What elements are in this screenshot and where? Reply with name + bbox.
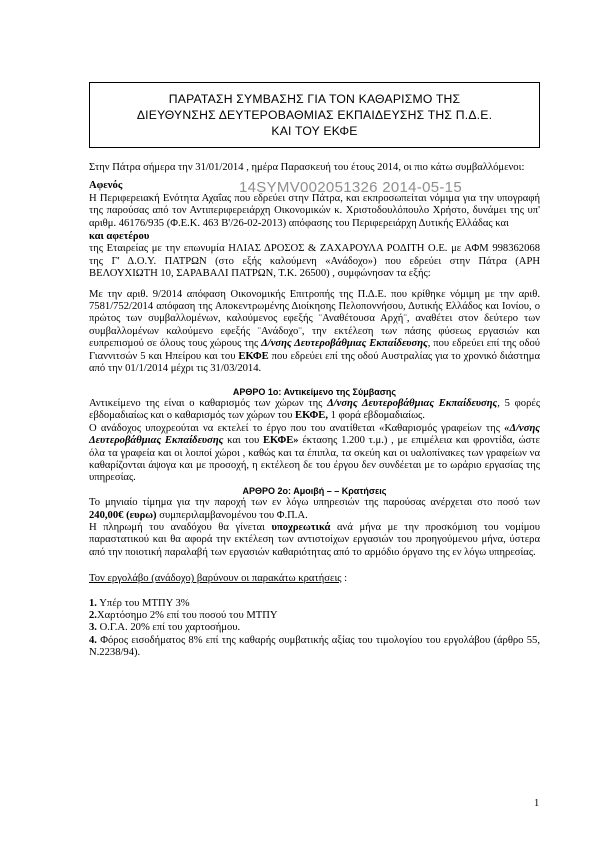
- article1-text-i: ΕΚΦΕ»: [262, 435, 299, 447]
- title-line-2: ΔΙΕΥΘΥΝΣΗΣ ΔΕΥΤΕΡΟΒΑΘΜΙΑΣ ΕΚΠΑΙΔΕΥΣΗΣ ΤΗΣ Π.Δ.Ε.: [136, 108, 493, 122]
- article2-amount: 240,00€ (ευρω): [89, 509, 157, 521]
- deduction-num: 4.: [89, 634, 97, 646]
- registration-watermark: 14SYMV002051326 2014-05-15: [239, 179, 462, 196]
- party2-label: και αφετέρου: [89, 231, 150, 243]
- main-text-a: Με την αριθ. 9/2014 απόφαση Οικονομικής Επιτροπής της Π.Δ.Ε. που κρίθηκε νόμιμη με την αριθ. 7581/752/2014 απόφαση της Αποκεντρωμένης Διοίκησης Πελοποννήσου, Δυτικής Ελλάδος και Ιονίου, ο πρώτος των συμβαλλομένων, καλούμενος εφεξής ¨Αναθέτουσα Αρχή¨, αναθέτει στον δεύτερο των συμβαλλομένων καλούμενο εφεξής ¨Ανάδοχο¨, την εκτέλεση των πάσης φύσεως εργασιών και ευπρεπισμού σε όλους τους χώρους της: [89, 288, 540, 350]
- article1-text-a: Αντικείμενο της είναι ο καθαρισμός των χώρων της: [89, 397, 323, 409]
- deduction-item: [89, 622, 540, 634]
- main-text-c: , που εδρεύει επί της οδού Γιαννιτσών 5 και Ηπείρου και του: [89, 338, 540, 362]
- article1-heading: ΑΡΘΡΟ 1ο: Αντικείμενο της Σύμβασης: [232, 386, 397, 397]
- article1-text-directorate: Δ/νσης Δευτεροβάθμιας Εκπαίδευσης: [327, 397, 498, 409]
- article1-text-g: «Δ/νσης Δευτεροβάθμιας Εκπαίδευσης: [89, 422, 540, 447]
- intro-date: 31/01/2014: [195, 162, 244, 173]
- deduction-item: [89, 598, 540, 610]
- article1-text-ekfe: ΕΚΦΕ,: [295, 410, 328, 422]
- article2-mandatory: υποχρεωτικά: [271, 521, 331, 533]
- article2-text-d: Η πληρωμή του αναδόχου θα γίνεται: [89, 521, 265, 533]
- deduction-text: Φόρος εισοδήματος 8% επί της καθαρής συμβατικής αξίας του τιμολογίου του εργολάβου (άρθρο 55, Ν.2238/94).: [89, 634, 540, 659]
- article2-heading: ΑΡΘΡΟ 2ο: Αμοιβή – – Κρατήσεις: [242, 485, 387, 496]
- document-body: [89, 162, 540, 660]
- article1-text-e: 1 φορά εβδομαδιαίως.: [330, 410, 425, 422]
- article2-text-a: Το μηνιαίο τίμημα για την παροχή των εν λόγω υπηρεσιών της παρούσας ανέρχεται στο ποσό των: [89, 497, 540, 509]
- deduction-text: Υπέρ του ΜΤΠΥ 3%: [99, 597, 190, 609]
- title-line-3: ΚΑΙ ΤΟΥ ΕΚΦΕ: [271, 124, 358, 138]
- title-line-1: ΠΑΡΑΤΑΣΗ ΣΥΜΒΑΣΗΣ ΓΙΑ ΤΟΝ ΚΑΘΑΡΙΣΜΟ ΤΗΣ: [168, 92, 461, 106]
- article2-para2: [89, 522, 540, 559]
- deductions-intro: [89, 573, 540, 585]
- article2-para1: [89, 497, 540, 522]
- page-number: 1: [534, 798, 540, 809]
- deduction-num: 3.: [89, 622, 97, 634]
- main-paragraph: [89, 289, 540, 376]
- article1-text-c: , 5 φορές εβδομαδιαίως και ο καθαρισμός των χώρων του: [89, 397, 541, 422]
- title-box: [89, 82, 540, 148]
- article1-text-h: και του: [227, 435, 260, 447]
- deductions-colon: :: [341, 573, 348, 585]
- deductions-intro-text: Τον εργολάβο (ανάδοχο) βαρύνουν οι παρακάτω κρατήσεις: [89, 573, 342, 585]
- party2-text: της Εταιρείας με την επωνυμία ΗΛΙΑΣ ΔΡΟΣΟΣ & ΖΑΧΑΡΟΥΛΑ ΡΟΔΙΤΗ Ο.Ε. με ΑΦΜ 998362068 της Γ' Δ.Ο.Υ. ΠΑΤΡΩΝ (στο εξής καλούμενη «Ανάδοχο») που εδρεύει στην Πάτρα (ΑΡΗ ΒΕΛΟΥΧΙΩΤΗ 10, ΣΑΡΑΒΑΛΙ ΠΑΤΡΩΝ, Τ.Κ. 26500) , συμφώνησαν τα εξής:: [89, 243, 540, 280]
- deduction-num: 2.: [89, 610, 97, 621]
- deduction-item: [89, 610, 540, 622]
- party1-label: Αφενός: [89, 180, 123, 192]
- article1-para2: [89, 423, 540, 485]
- article2-text-f: ανά μήνα με την προσκόμιση του νομίμου παραστατικού και θα αφορά την εκτέλεση των αντιστοίχων εργασιών του προηγούμενου μήνα, ύστερα από την ποιοτική παραλαβή των εργασιών καθαριότητας από το αρμόδιο όργανο της εν λόγω υπηρεσίας.: [89, 521, 540, 558]
- main-text-directorate: Δ/νσης Δευτεροβάθμιας Εκπαίδευσης: [261, 338, 428, 350]
- main-text-e: που εδρεύει επί της οδού Αυστραλίας για το χρονικό διάστημα από την 01/1/2014 μέχρι τις 31/03/2014.: [89, 350, 541, 375]
- party1-text: Η Περιφερειακή Ενότητα Αχαΐας που εδρεύει στην Πάτρα, και εκπροσωπείται νόμιμα για την υπογραφή της παρούσας από τον Αντιπεριφερειάρχη Οικονομικών κ. Χριστοδουλόπουλο Χρήστο, δυνάμει της υπ' αριθμ. 46176/935 (Φ.Ε.Κ. 463 Β'/26-02-2013) απόφασης του Περιφερειάρχη Δυτικής Ελλάδας και: [89, 192, 540, 229]
- deduction-text: Ο.Γ.Α. 20% επί του χαρτοσήμου.: [99, 622, 241, 634]
- article1-para1: [89, 398, 540, 423]
- intro-paragraph: [89, 162, 540, 174]
- deduction-item: [89, 635, 540, 660]
- deduction-text: Χαρτόσημο 2% επί του ποσού του ΜΤΠΥ: [96, 610, 278, 621]
- article1-text-f: Ο ανάδοχος υποχρεούται να εκτελεί το έργο που του ανατίθεται «Καθαρισμός γραφείων της: [89, 422, 500, 434]
- article2-text-c: συμπεριλαμβανομένου του Φ.Π.Α.: [159, 509, 308, 521]
- intro-text-a: Στην Πάτρα σήμερα την: [89, 162, 193, 173]
- article1-text-j: έκτασης 1.200 τ.μ.) , με επιμέλεια και φροντίδα, ώστε όλα τα γραφεία και οι λοιποί χώροι , καθώς και τα έπιπλα, τα σκεύη και οι υαλοπίνακες των γραφείων να καθαρίζονται άψογα και με προσοχή, η εκτέλεση δε του έργου δεν συνδέεται με το ωράριο εργασίας της υπηρεσίας.: [89, 435, 541, 484]
- deduction-num: 1.: [89, 597, 97, 609]
- main-text-ekfe: ΕΚΦΕ: [238, 350, 269, 362]
- intro-text-b: , ημέρα Παρασκευή του έτους 2014, οι πιο κάτω συμβαλλόμενοι:: [246, 162, 525, 173]
